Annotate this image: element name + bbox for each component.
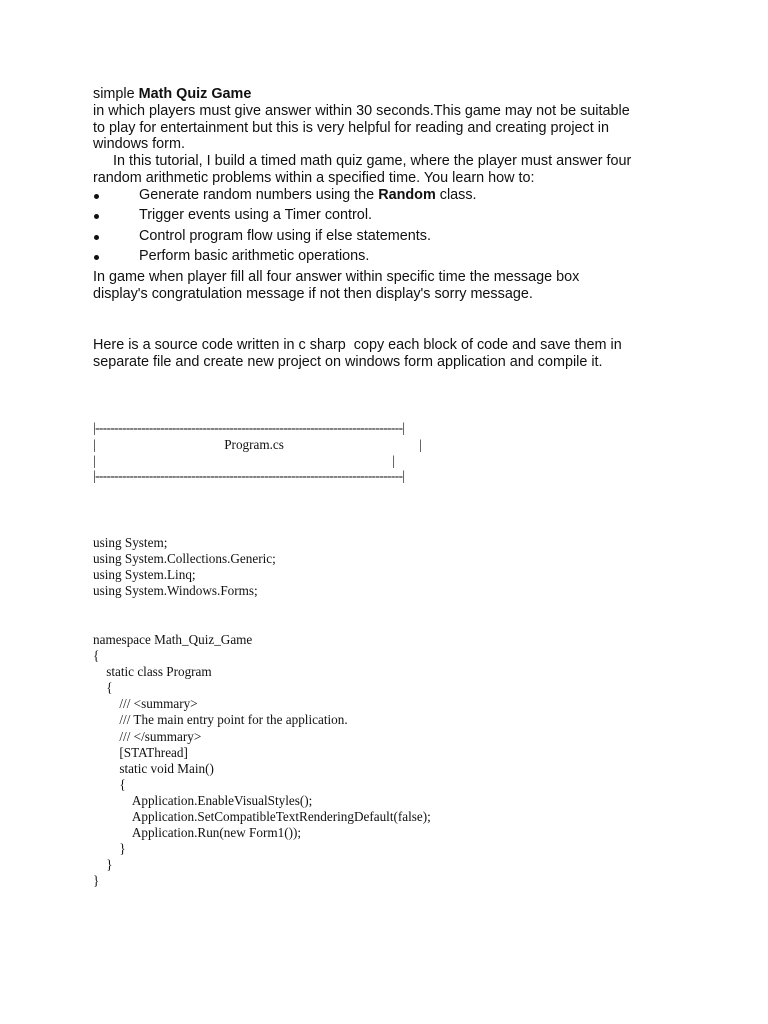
code-line: { [93, 776, 126, 792]
intro-line: windows form. [93, 136, 185, 153]
intro-line: random arithmetic problems within a specified time. You learn how to: [93, 169, 535, 186]
bullet-text [139, 187, 477, 204]
code-line: } [93, 841, 126, 857]
bullet-text: Control program flow using if else statements. [139, 227, 431, 244]
bullet-item [93, 187, 693, 207]
code-line: using System.Collections.Generic; [93, 551, 276, 567]
code-line: { [93, 680, 113, 696]
bullet-text-prefix: Generate random numbers using the [139, 187, 379, 203]
source-note-paragraph [93, 337, 693, 371]
code-line: /// The main entry point for the application. [93, 712, 348, 728]
summary-paragraph [93, 269, 693, 303]
code-line: using System.Linq; [93, 567, 196, 583]
code-line: static class Program [93, 664, 212, 680]
intro-paragraph [93, 86, 693, 187]
source-note-line: Here is a source code written in c sharp copy each block of code and save them in [93, 337, 622, 353]
code-line: } [93, 873, 100, 889]
file-box-title-line: | Program.cs | [93, 437, 422, 452]
intro-line: in which players must give answer within 30 seconds.This game may not be suitable [93, 102, 630, 119]
bullet-item [93, 248, 693, 268]
bullet-dot-icon [94, 214, 99, 219]
intro-title-line [93, 86, 693, 103]
summary-line: display's congratulation message if not then display's sorry message. [93, 285, 533, 302]
code-line: { [93, 648, 100, 664]
bullet-text-bold: Random [378, 187, 436, 203]
source-note-line: separate file and create new project on windows form application and compile it. [93, 353, 603, 370]
intro-title-bold: Math Quiz Game [138, 86, 252, 102]
bullet-text: Trigger events using a Timer control. [139, 207, 373, 224]
intro-line: In this tutorial, I build a timed math quiz game, where the player must answer four [93, 153, 632, 170]
code-line: [STAThread] [93, 744, 188, 760]
intro-title-prefix: simple [93, 86, 139, 102]
code-line: } [93, 857, 113, 873]
code-line: Application.EnableVisualStyles(); [93, 792, 313, 808]
code-line: using System; [93, 535, 168, 550]
using-directives [93, 535, 693, 599]
file-box-top-border: |--------------------------------------------------------------------------------| [93, 420, 405, 435]
file-box-empty-line: | | [93, 453, 395, 468]
bullet-text: Perform basic arithmetic operations. [139, 248, 370, 265]
bullet-item [93, 207, 693, 227]
bullet-item [93, 228, 693, 248]
code-line: namespace Math_Quiz_Game [93, 632, 253, 647]
code-line: /// </summary> [93, 728, 202, 744]
code-line: Application.Run(new Form1()); [93, 825, 302, 841]
bullet-text-suffix: class. [435, 187, 477, 203]
learning-bullets [93, 187, 693, 269]
bullet-dot-icon [94, 255, 99, 260]
intro-line: to play for entertainment but this is very helpful for reading and creating project in [93, 119, 609, 136]
summary-line: In game when player fill all four answer within specific time the message box [93, 269, 580, 285]
code-line: Application.SetCompatibleTextRenderingDefault(false); [93, 809, 431, 825]
bullet-dot-icon [94, 235, 99, 240]
code-block [93, 632, 693, 890]
code-line: using System.Windows.Forms; [93, 583, 258, 599]
file-box-bottom-border: |--------------------------------------------------------------------------------| [93, 468, 405, 483]
code-line: static void Main() [93, 760, 214, 776]
code-line: /// <summary> [93, 696, 198, 712]
bullet-dot-icon [94, 194, 99, 199]
